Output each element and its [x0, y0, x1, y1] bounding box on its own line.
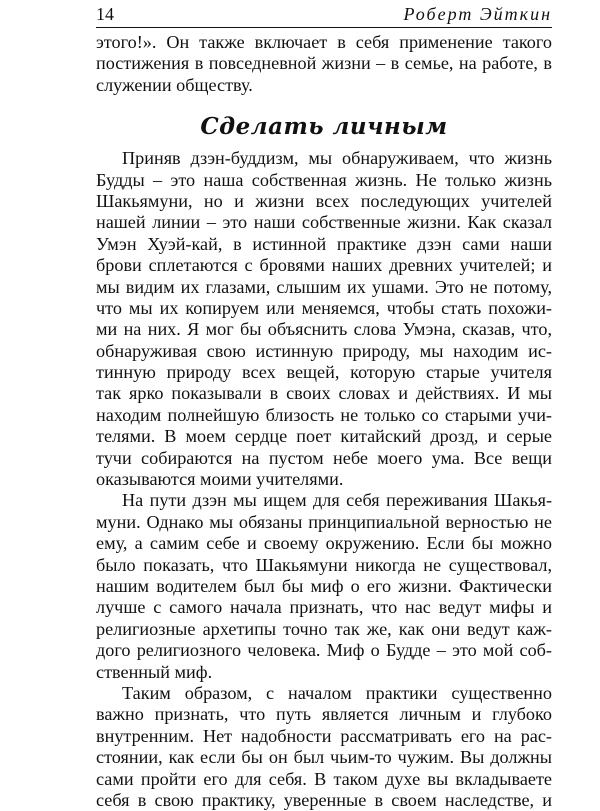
text-line: сами пройти его для себя. В таком духе вы вкладываете	[96, 768, 552, 789]
page-number: 14	[96, 4, 114, 24]
text-line: Шакьямуни, но и жизни всех последующих учителей	[96, 190, 552, 211]
text-line: ственный миф.	[96, 661, 213, 682]
text-line: Таким образом, с началом практики существенно	[122, 682, 552, 703]
text-line: лучше с самого начала признать, что нас ведут мифы и	[96, 597, 552, 618]
text-line: стоянии, как если бы он был чьим-то чужим. Вы должны	[96, 747, 552, 768]
text-line: обнаруживая свою истинную природу, мы находим ис-	[96, 340, 552, 361]
running-head: Роберт Эйткин	[403, 4, 552, 24]
text-line: брови сплетаются с бровями наших древних учителей; и	[96, 255, 552, 276]
text-line: было показать, что Шакьямуни никогда не существовал,	[96, 554, 552, 575]
section-spacer	[96, 96, 552, 108]
text-line: тучи собираются на пустом небе моего ума. Все вещи	[96, 447, 552, 468]
header-rule	[96, 27, 552, 28]
text-line: важно признать, что путь является личным и глубоко	[96, 704, 552, 725]
text-line: оказываются моими учителями.	[96, 469, 344, 490]
section-title: Сделать личным	[200, 113, 448, 141]
text-line: постижения в повседневной жизни – в семье, на работе, в	[96, 53, 552, 74]
text-line: служении обществу.	[96, 74, 253, 95]
text-line: телями. В моем сердце поет китайский дрозд, и серые	[96, 426, 552, 447]
text-line: дого религиозного человека. Миф о Будде – это мой соб-	[96, 640, 552, 661]
paragraph-1	[96, 148, 552, 490]
body-text	[96, 32, 552, 811]
text-line: Приняв дзэн-буддизм, мы обнаруживаем, что жизнь	[122, 148, 552, 169]
text-line: себя в свою практику, уверенные в своем наследстве, и	[96, 789, 552, 810]
text-line: что мы их копируем или меняемся, чтобы стать похожи-	[96, 297, 552, 318]
intro-paragraph	[96, 32, 552, 96]
text-line: мы видим их глазами, слышим их ушами. Это не потому,	[96, 276, 552, 297]
text-line: муни. Однако мы обязаны принципиальной верностью не	[96, 511, 552, 532]
paragraph-3	[96, 683, 552, 811]
text-line: так ярко показывали в своих словах и действиях. И мы	[96, 383, 552, 404]
paragraph-2	[96, 490, 552, 683]
text-line: ему, а самим себе и своему окружению. Если бы можно	[96, 533, 552, 554]
page-header	[96, 2, 552, 28]
text-line: Будды – это наша собственная жизнь. Не только жизнь	[96, 169, 552, 190]
text-line: На пути дзэн мы ищем для себя переживания Шакья-	[122, 490, 552, 511]
text-line: находим полнейшую близость не только со старыми учи-	[96, 404, 552, 425]
text-line: нашей линии – это наши собственные жизни. Как сказал	[96, 212, 552, 233]
text-line: Умэн Хуэй-кай, в истинной практике дзэн сами наши	[96, 233, 552, 254]
text-line: внутренним. Нет надобности рассматривать его на рас-	[96, 725, 552, 746]
text-line: религиозные архетипы точно так же, как они ведут каж-	[96, 618, 552, 639]
text-line: этого!». Он также включает в себя применение такого	[96, 32, 552, 52]
text-line: нашим водителем был бы миф о его жизни. Фактически	[96, 575, 552, 596]
text-line: тинную природу всех вещей, которую старые учителя	[96, 362, 552, 383]
text-line: ми на них. Я мог бы объяснить слова Умэна, сказав, что,	[96, 319, 552, 340]
